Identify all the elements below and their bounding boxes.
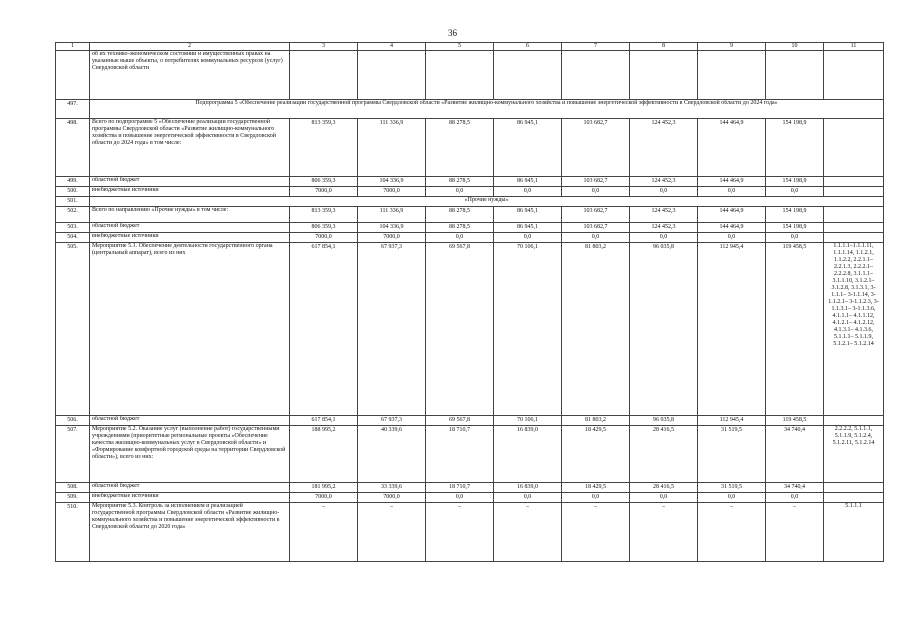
target-codes <box>824 416 884 426</box>
value-cell: 0,0 <box>766 187 824 197</box>
row-number: 509. <box>56 493 90 503</box>
value-cell: 0,0 <box>698 187 766 197</box>
table-row <box>56 243 884 416</box>
row-number: 508. <box>56 483 90 493</box>
value-cell: 86 945,1 <box>494 177 562 187</box>
row-description: Мероприятие 5.2. Оказание услуг (выполнение работ) государственными учреждениями (приоритетные региональные проекты «Обеспечение качества жилищно-коммунальных услуг в Свердловской области» и «Формирование комфортной городской среды на территории Свердловской области»), всего из них: <box>90 426 290 483</box>
row-description: Всего по подпрограмме 5 «Обеспечение реализации государственной программы Свердловской области «Развитие жилищно-коммунального хозяйства и повышение энергетической эффективности в Свердловской области до 2024 года» в том числе: <box>90 119 290 177</box>
value-cell: 144 464,9 <box>698 119 766 177</box>
row-description: областной бюджет <box>90 483 290 493</box>
target-codes: 2.2.2.2, 5.1.1.1, 5.1.1.9, 5.1.2.4, 5.1.2.11, 5.1.2.14 <box>824 426 884 483</box>
table-row <box>56 493 884 503</box>
value-cell: 806 359,3 <box>290 223 358 233</box>
value-cell: 0,0 <box>562 493 630 503</box>
table-row <box>56 503 884 562</box>
value-cell: 181 995,2 <box>290 483 358 493</box>
row-description: областной бюджет <box>90 223 290 233</box>
value-cell: 111 336,9 <box>358 119 426 177</box>
row-description: областной бюджет <box>90 416 290 426</box>
value-cell: 144 464,9 <box>698 177 766 187</box>
value-cell: 34 740,4 <box>766 483 824 493</box>
value-cell: 119 458,5 <box>766 243 824 416</box>
value-cell: 124 452,3 <box>630 177 698 187</box>
value-cell: 86 945,1 <box>494 119 562 177</box>
value-cell: 33 339,6 <box>358 483 426 493</box>
value-cell: 88 278,5 <box>426 177 494 187</box>
value-cell: 0,0 <box>630 233 698 243</box>
header-cell: 1 <box>56 43 90 51</box>
header-cell: 5 <box>426 43 494 51</box>
value-cell: 81 803,2 <box>562 243 630 416</box>
value-cell: 0,0 <box>562 187 630 197</box>
value-cell: 103 682,7 <box>562 119 630 177</box>
budget-table <box>55 42 884 562</box>
value-cell: 112 945,4 <box>698 243 766 416</box>
value-cell: 188 995,2 <box>290 426 358 483</box>
value-cell: – <box>358 503 426 562</box>
row-number: 504. <box>56 233 90 243</box>
value-cell: 70 106,1 <box>494 243 562 416</box>
section-row <box>56 100 884 119</box>
table-row <box>56 416 884 426</box>
target-codes <box>824 483 884 493</box>
value-cell: 124 452,3 <box>630 119 698 177</box>
value-cell: 813 359,3 <box>290 207 358 223</box>
table-row <box>56 223 884 233</box>
value-cell: 104 336,9 <box>358 223 426 233</box>
row-number: 497. <box>56 100 90 119</box>
table-row <box>56 207 884 223</box>
header-cell: 11 <box>824 43 884 51</box>
value-cell: 154 198,9 <box>766 119 824 177</box>
value-cell: 88 278,5 <box>426 223 494 233</box>
value-cell: – <box>494 503 562 562</box>
table-row <box>56 483 884 493</box>
value-cell: 144 464,9 <box>698 223 766 233</box>
value-cell: – <box>562 503 630 562</box>
table-row <box>56 426 884 483</box>
value-cell: 0,0 <box>630 187 698 197</box>
value-cell: 96 035,8 <box>630 243 698 416</box>
value-cell: 0,0 <box>494 233 562 243</box>
value-cell: 18 710,7 <box>426 483 494 493</box>
value-cell: 813 359,3 <box>290 119 358 177</box>
value-cell: 0,0 <box>494 187 562 197</box>
value-cell: – <box>698 503 766 562</box>
row-description: Всего по направлению «Прочие нужды» в том числе: <box>90 207 290 223</box>
value-cell: 7000,0 <box>358 233 426 243</box>
row-description: внебюджетные источники <box>90 233 290 243</box>
value-cell: 0,0 <box>698 493 766 503</box>
value-cell: 0,0 <box>494 493 562 503</box>
row-number: 510. <box>56 503 90 562</box>
row-number: 506. <box>56 416 90 426</box>
row-description: Мероприятие 5.3. Контроль за исполнением и реализацией государственной программы Свердловской области «Развитие жилищно-коммунального хозяйства и повышение энергетической эффективности в Свердловской области до 2020 года» <box>90 503 290 562</box>
value-cell: 111 336,9 <box>358 207 426 223</box>
value-cell: 16 839,0 <box>494 483 562 493</box>
value-cell: 70 106,1 <box>494 416 562 426</box>
value-cell: 16 839,0 <box>494 426 562 483</box>
value-cell: 7000,0 <box>290 493 358 503</box>
header-cell: 10 <box>766 43 824 51</box>
header-cell: 9 <box>698 43 766 51</box>
table-row <box>56 233 884 243</box>
value-cell: 0,0 <box>426 493 494 503</box>
value-cell: 96 035,8 <box>630 416 698 426</box>
value-cell: – <box>426 503 494 562</box>
value-cell: 0,0 <box>562 233 630 243</box>
value-cell: 0,0 <box>698 233 766 243</box>
target-codes: 5.1.1.1 <box>824 503 884 562</box>
value-cell: 154 198,9 <box>766 223 824 233</box>
value-cell: 88 278,5 <box>426 119 494 177</box>
value-cell: 0,0 <box>426 233 494 243</box>
header-cell: 3 <box>290 43 358 51</box>
value-cell: 81 803,2 <box>562 416 630 426</box>
value-cell: 86 945,1 <box>494 207 562 223</box>
table-row <box>56 119 884 177</box>
row-number: 502. <box>56 207 90 223</box>
row-number: 501. <box>56 197 90 207</box>
value-cell: 67 937,3 <box>358 416 426 426</box>
value-cell: 31 519,5 <box>698 483 766 493</box>
row-number <box>56 51 90 100</box>
section-title: Подпрограмма 5 «Обеспечение реализации государственной программы Свердловской области «Развитие жилищно-коммунального хозяйства и повышение энергетической эффективности в Свердловской области до 2024 года» <box>90 100 884 119</box>
value-cell: 69 567,8 <box>426 416 494 426</box>
target-codes: 1.1.1.1–1.1.1.11, 1.1.1.14, 1.1.2.1, 1.1.2.2, 2.2.1.1– 2.2.1.3, 2.2.2.1– 2.2.2.8, 3.1.1.1– 3.1.1.10, 3.1.2.1– 3.1.2.8, 3.1.3.1, 3-1.1.1– 3-1.1.14, 3-1.1.2.1– 3-1.1.2.3, 3-1.1.3.1– 3-1.1.3.6, 4.1.1.1– 4.1.1.12, 4.1.2.1– 4.1.2.12, 4.1.3.1– 4.1.3.6, 5.1.1.1– 5.1.1.9, 5.1.2.1– 5.1.2.14 <box>824 243 884 416</box>
target-codes <box>824 493 884 503</box>
table-row <box>56 177 884 187</box>
row-number: 498. <box>56 119 90 177</box>
value-cell: – <box>766 503 824 562</box>
table-row <box>56 51 884 100</box>
target-codes <box>824 187 884 197</box>
value-cell: 7000,0 <box>358 187 426 197</box>
target-codes <box>824 177 884 187</box>
header-cell: 2 <box>90 43 290 51</box>
value-cell: 18 710,7 <box>426 426 494 483</box>
target-codes <box>824 207 884 223</box>
value-cell: 7000,0 <box>290 187 358 197</box>
table-header-row <box>56 43 884 51</box>
value-cell: 103 682,7 <box>562 207 630 223</box>
row-description: Мероприятие 5.1. Обеспечение деятельности государственного органа (центральный аппарат), всего из них <box>90 243 290 416</box>
value-cell: 7000,0 <box>358 493 426 503</box>
value-cell: 119 458,5 <box>766 416 824 426</box>
value-cell: 88 278,5 <box>426 207 494 223</box>
header-cell: 4 <box>358 43 426 51</box>
table-row <box>56 187 884 197</box>
value-cell: 103 682,7 <box>562 223 630 233</box>
value-cell: 112 945,4 <box>698 416 766 426</box>
value-cell: 104 336,9 <box>358 177 426 187</box>
target-codes <box>824 119 884 177</box>
value-cell: 7000,0 <box>290 233 358 243</box>
value-cell: 124 452,3 <box>630 207 698 223</box>
value-cell: 154 198,9 <box>766 207 824 223</box>
section-row <box>56 197 884 207</box>
header-cell: 7 <box>562 43 630 51</box>
value-cell: 617 854,1 <box>290 243 358 416</box>
value-cell: 144 464,9 <box>698 207 766 223</box>
row-number: 505. <box>56 243 90 416</box>
section-title: «Прочие нужды» <box>90 197 884 207</box>
value-cell: 28 416,5 <box>630 483 698 493</box>
header-cell: 6 <box>494 43 562 51</box>
row-number: 499. <box>56 177 90 187</box>
value-cell: 31 519,5 <box>698 426 766 483</box>
row-description: областной бюджет <box>90 177 290 187</box>
target-codes <box>824 223 884 233</box>
value-cell: 86 945,1 <box>494 223 562 233</box>
header-cell: 8 <box>630 43 698 51</box>
value-cell: 0,0 <box>766 493 824 503</box>
value-cell: 28 416,5 <box>630 426 698 483</box>
value-cell: 0,0 <box>766 233 824 243</box>
row-number: 500. <box>56 187 90 197</box>
value-cell: 69 567,8 <box>426 243 494 416</box>
value-cell: 67 937,3 <box>358 243 426 416</box>
value-cell: – <box>290 503 358 562</box>
row-description: внебюджетные источники <box>90 187 290 197</box>
row-description: внебюджетные источники <box>90 493 290 503</box>
value-cell: 18 429,5 <box>562 483 630 493</box>
row-number: 507. <box>56 426 90 483</box>
value-cell: 806 359,3 <box>290 177 358 187</box>
row-description: об их технико-экономическом состоянии и имущественных правах на указанные выше объекты, о потребителях коммунальных ресурсов (услуг) Свердловской области <box>90 51 290 100</box>
value-cell: 617 854,1 <box>290 416 358 426</box>
target-codes <box>824 233 884 243</box>
value-cell: 40 339,6 <box>358 426 426 483</box>
value-cell: 34 740,4 <box>766 426 824 483</box>
value-cell: 0,0 <box>426 187 494 197</box>
value-cell: 0,0 <box>630 493 698 503</box>
value-cell: 18 429,5 <box>562 426 630 483</box>
value-cell: 154 198,9 <box>766 177 824 187</box>
row-number: 503. <box>56 223 90 233</box>
value-cell: – <box>630 503 698 562</box>
value-cell: 124 452,3 <box>630 223 698 233</box>
page-number: 36 <box>448 28 457 38</box>
value-cell: 103 682,7 <box>562 177 630 187</box>
